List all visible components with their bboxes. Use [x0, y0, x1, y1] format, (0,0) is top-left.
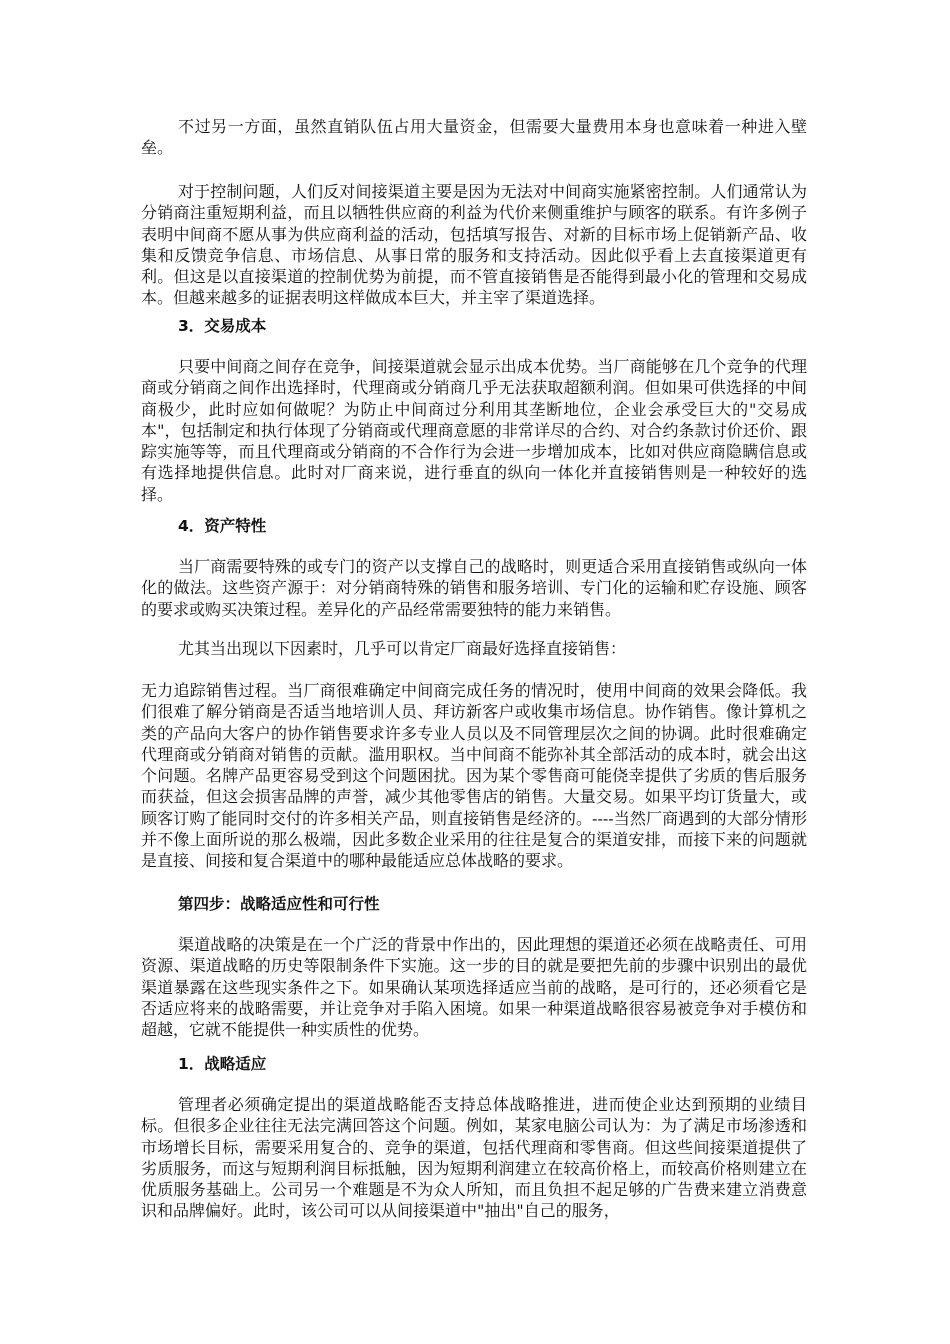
paragraph-direct-sales-barrier: 不过另一方面，虽然直销队伍占用大量资金，但需要大量费用本身也意味着一种进入壁垒。 [141, 117, 807, 158]
paragraph-transaction-cost: 只要中间商之间存在竞争，间接渠道就会显示出成本优势。当厂商能够在几个竞争的代理商或分销商之间作出选择时，代理商或分销商几乎无法获取超额利润。但如果可供选择的中间商极少，此时应如何做呢？为防止中间商过分利用其垄断地位，企业会承受巨大的"交易成本"，包括制定和执行体现了分销商或代理商意愿的非常详尽的合约、对合约条款讨价还价、跟踪实施等等，而且代理商或分销商的不合作行为会进一步增加成本，比如对供应商隐瞒信息或有选择地提供信息。此时对厂商来说，进行垂直的纵向一体化并直接销售则是一种较好的选择。 [141, 357, 807, 504]
heading-transaction-cost: 3．交易成本 [178, 317, 267, 335]
paragraph-asset-specificity: 当厂商需要特殊的或专门的资产以支撑自己的战略时，则更适合采用直接销售或纵向一体化的做法。这些资产源于：对分销商特殊的销售和服务培训、专门化的运输和贮存设施、顾客的要求或购买决策过程。差异化的产品经常需要独特的能力来销售。 [141, 557, 807, 619]
paragraph-control-issue: 对于控制问题，人们反对间接渠道主要是因为无法对中间商实施紧密控制。人们通常认为分销商注重短期利益，而且以牺牲供应商的利益为代价来侧重维护与顾客的联系。有许多例子表明中间商不愿从事为供应商利益的活动，包括填写报告、对新的目标市场上促销新产品、收集和反馈竞争信息、市场信息、从事日常的服务和支持活动。因此似乎看上去直接渠道更有利。但这是以直接渠道的控制优势为前提，而不管直接销售是否能得到最小化的管理和交易成本。但越来越多的证据表明这样做成本巨大，并主宰了渠道选择。 [141, 182, 807, 308]
paragraph-direct-sales-factors-intro: 尤其当出现以下因素时，几乎可以肯定厂商最好选择直接销售： [178, 639, 627, 658]
paragraph-strategy-feasibility: 渠道战略的决策是在一个广泛的背景中作出的，因此理想的渠道还必须在战略责任、可用资源、渠道战略的历史等限制条件下实施。这一步的目的就是要把先前的步骤中识别出的最优渠道暴露在这些现实条件之下。如果确认某项选择适应当前的战略，是可行的，还必须看它是否适应将来的战略需要，并让竞争对手陷入困境。如果一种渠道战略很容易被竞争对手模仿和超越，它就不能提供一种实质性的优势。 [141, 935, 807, 1040]
heading-step-four: 第四步：战略适应性和可行性 [178, 895, 380, 913]
heading-asset-specificity: 4．资产特性 [178, 517, 267, 535]
paragraph-strategic-fit: 管理者必须确定提出的渠道战略能否支持总体战略推进，进而使企业达到预期的业绩目标。但很多企业往往无法完满回答这个问题。例如，某家电脑公司认为：为了满足市场渗透和市场增长目标，需要采用复合的、竞争的渠道，包括代理商和零售商。但这些间接渠道提供了劣质服务，而这与短期利润目标抵触，因为短期利润建立在较高价格上，而较高价格则建立在优质服务基础上。公司另一个难题是不为众人所知，而且负担不起足够的广告费来建立消费意识和品牌偏好。此时，该公司可以从间接渠道中"抽出"自己的服务， [141, 1095, 807, 1221]
paragraph-direct-sales-factors: 无力追踪销售过程。当厂商很难确定中间商完成任务的情况时，使用中间商的效果会降低。我们很难了解分销商是否适当地培训人员、拜访新客户或收集市场信息。协作销售。像计算机之类的产品向大客户的协作销售要求许多专业人员以及不同管理层次之间的协调。此时很难确定代理商或分销商对销售的贡献。滥用职权。当中间商不能弥补其全部活动的成本时，就会出这个问题。名牌产品更容易受到这个问题困扰。因为某个零售商可能侥幸提供了劣质的售后服务而获益，但这会损害品牌的声誉，减少其他零售店的销售。大量交易。如果平均订货量大，或顾客订购了能同时交付的许多相关产品，则直接销售是经济的。----当然厂商遇到的大部分情形并不像上面所说的那么极端，因此多数企业采用的往往是复合的渠道安排，而接下来的问题就是直接、间接和复合渠道中的哪种最能适应总体战略的要求。 [141, 681, 807, 871]
heading-strategic-fit: 1．战略适应 [178, 1055, 267, 1073]
